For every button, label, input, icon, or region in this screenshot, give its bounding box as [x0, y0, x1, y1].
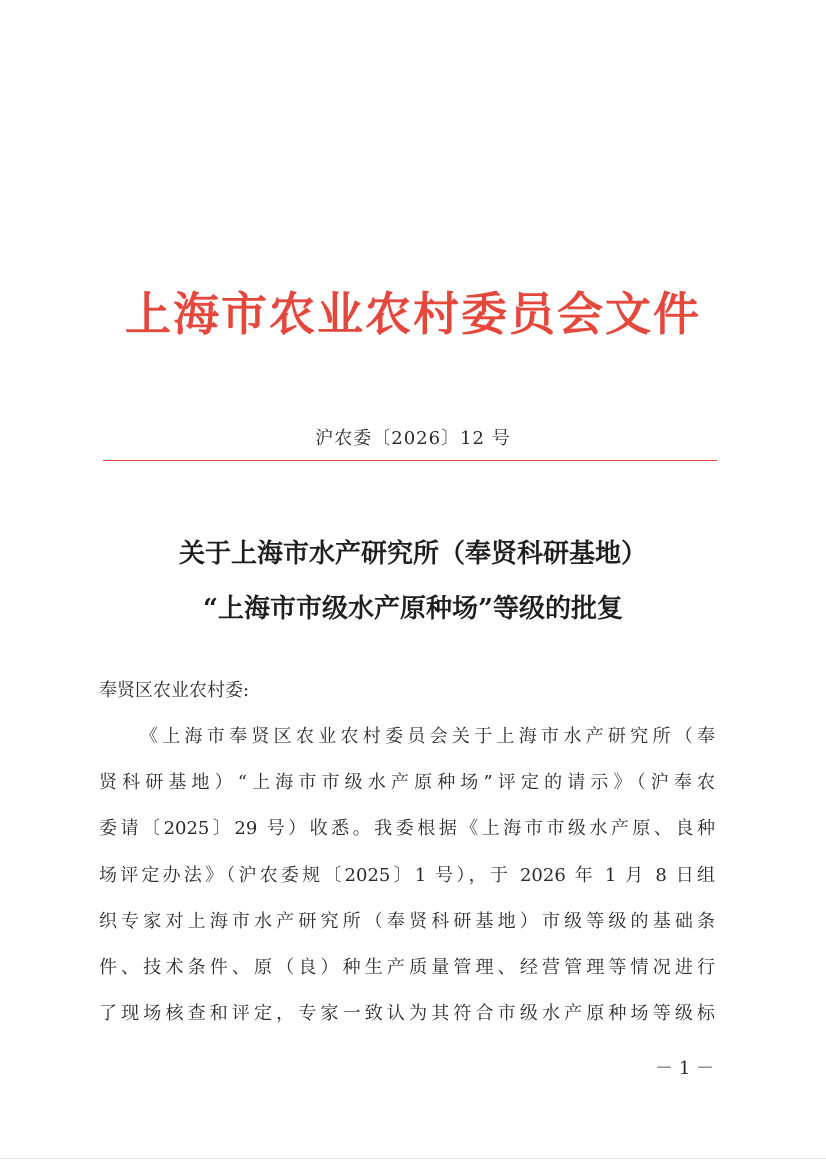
document-title-line-2: “上海市市级水产原种场”等级的批复: [203, 594, 623, 624]
addressee: 奉贤区农业农村委:: [99, 680, 250, 701]
issuer-masthead: 上海市农业农村委员会文件: [125, 287, 701, 341]
page-bottom-edge: [0, 1158, 826, 1159]
body-line: 《上海市奉贤区农业农村委员会关于上海市水产研究所（奉: [140, 726, 715, 747]
body-line: 贤科研基地）“上海市市级水产原种场”评定的请示》（沪奉农: [99, 772, 715, 793]
body-line: 委请〔2025〕29 号）收悉。我委根据《上海市市级水产原、良种: [99, 818, 715, 839]
document-title-line-1: 关于上海市水产研究所（奉贤科研基地）: [178, 539, 647, 569]
red-divider-line: [103, 460, 717, 461]
body-line: 场评定办法》（沪农委规〔2025〕1 号），于 2026 年 1 月 8 日组: [99, 865, 715, 886]
page-number: － 1 －: [655, 1058, 714, 1079]
body-line: 织专家对上海市水产研究所（奉贤科研基地）市级等级的基础条: [99, 911, 715, 932]
document-number: 沪农委〔2026〕12 号: [315, 428, 511, 449]
body-line: 了现场核查和评定，专家一致认为其符合市级水产原种场等级标: [99, 1003, 715, 1024]
body-line: 件、技术条件、原（良）种生产质量管理、经营管理等情况进行: [99, 957, 715, 978]
